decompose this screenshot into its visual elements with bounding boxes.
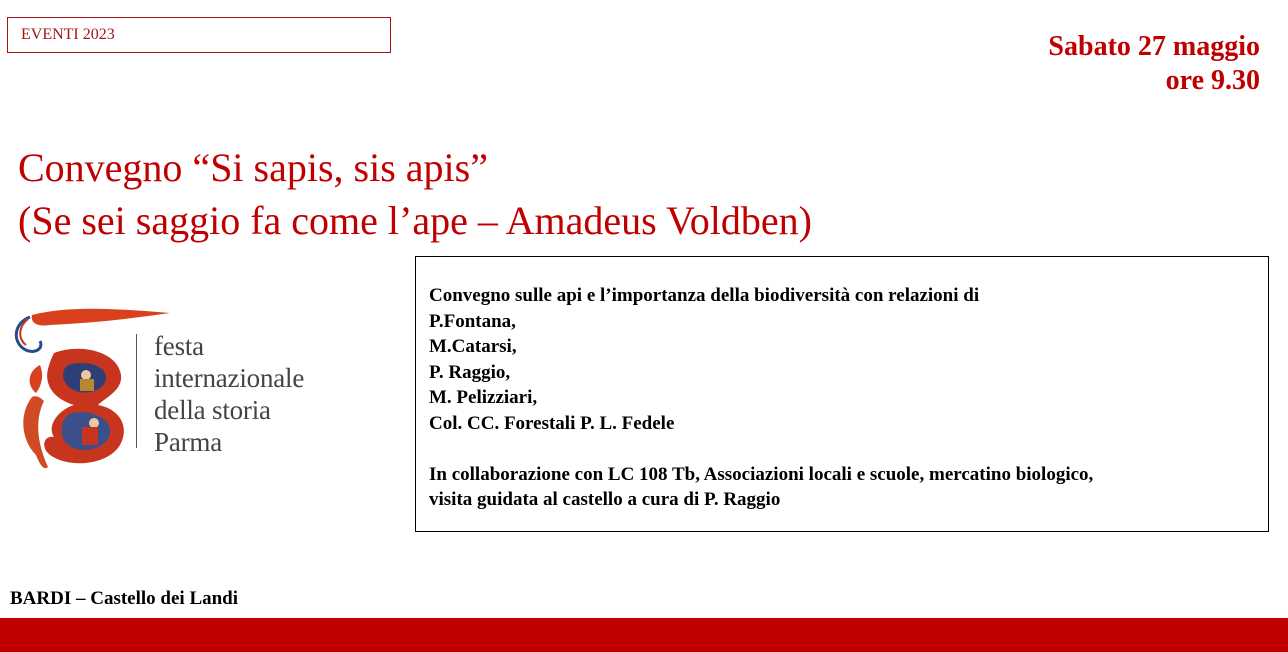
logo-text-line2: internazionale bbox=[154, 363, 305, 393]
event-title bbox=[18, 141, 812, 247]
events-tag bbox=[7, 17, 391, 53]
festival-logo-text bbox=[154, 330, 304, 458]
logo-text-line3: della storia bbox=[154, 395, 271, 425]
logo-divider bbox=[136, 334, 137, 448]
event-date-time bbox=[1048, 30, 1260, 98]
logo-figure-body bbox=[82, 427, 98, 445]
speaker-item: M.Catarsi, bbox=[429, 336, 517, 357]
logo-figure-head-2 bbox=[89, 418, 99, 428]
footer-bar bbox=[0, 618, 1288, 652]
collaboration-line2: visita guidata al castello a cura di P. Raggio bbox=[429, 489, 781, 510]
speaker-item: P. Raggio, bbox=[429, 361, 511, 383]
details-spacer bbox=[429, 436, 1255, 462]
speaker-item: M. Pelizziari, bbox=[429, 387, 538, 408]
event-time: ore 9.30 bbox=[1165, 65, 1260, 96]
event-title-line2: (Se sei saggio fa come l’ape – Amadeus Voldben) bbox=[18, 198, 812, 243]
logo-figure-head-1 bbox=[81, 370, 91, 380]
event-title-line1: Convegno “Si sapis, sis apis” bbox=[18, 145, 488, 190]
logo-figure-body-2 bbox=[80, 379, 94, 391]
event-location: BARDI – Castello dei Landi bbox=[10, 588, 239, 609]
logo-text-line1: festa bbox=[154, 331, 204, 361]
logo-leaf-tail-2 bbox=[30, 365, 42, 393]
details-intro: Convegno sulle api e l’importanza della biodiversità con relazioni di bbox=[429, 285, 980, 306]
event-date: Sabato 27 maggio bbox=[1048, 31, 1260, 62]
logo-text-line4: Parma bbox=[154, 427, 222, 457]
events-tag-label: EVENTI 2023 bbox=[21, 26, 115, 43]
logo-flourish-top bbox=[32, 309, 170, 326]
logo-leaf-tail bbox=[23, 396, 48, 468]
event-details-box bbox=[415, 256, 1269, 532]
speaker-item: Col. CC. Forestali P. L. Fedele bbox=[429, 412, 675, 434]
collaboration-line1: In collaborazione con LC 108 Tb, Associazioni locali e scuole, mercatino biologico, bbox=[429, 463, 1094, 485]
speaker-item: P.Fontana, bbox=[429, 310, 516, 332]
